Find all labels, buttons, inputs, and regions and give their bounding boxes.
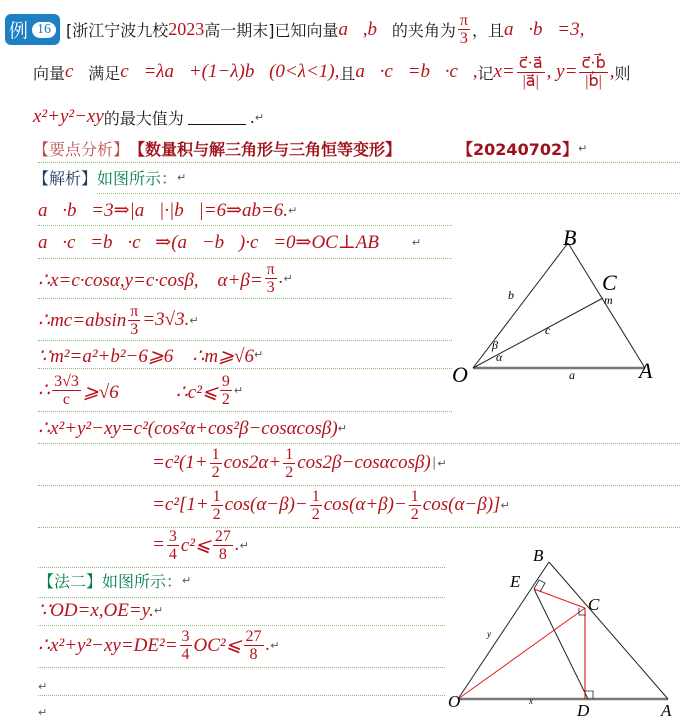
text-segment: 【数量积与解三角形与三角恒等变形】 bbox=[129, 139, 402, 159]
badge-number: 16 bbox=[32, 22, 56, 38]
paragraph-mark: │↵ bbox=[430, 456, 447, 470]
denominator: 2 bbox=[311, 505, 320, 523]
text-segment: 【20240702】 bbox=[401, 139, 579, 159]
paragraph-mark: ↵ bbox=[254, 110, 265, 124]
dotted-rule bbox=[38, 527, 680, 528]
label-side-m: m bbox=[604, 293, 613, 307]
text-segment: 则 bbox=[614, 63, 631, 83]
dotted-rule bbox=[38, 597, 445, 598]
text-segment: a⃗·b⃗=3⇒|a⃗|·|b⃗|=6⇒ab=6. bbox=[38, 199, 289, 221]
dotted-rule bbox=[38, 162, 680, 163]
label-alpha: α bbox=[496, 350, 503, 364]
paragraph-mark: ↵ bbox=[182, 573, 192, 587]
numerator: π bbox=[266, 260, 275, 278]
denominator: |b⃗| bbox=[585, 72, 602, 90]
label-y-2: y bbox=[487, 629, 491, 639]
label-c: C bbox=[602, 270, 617, 295]
denominator: 2 bbox=[410, 505, 419, 523]
paragraph-mark: ↵ bbox=[378, 236, 422, 249]
dotted-rule bbox=[38, 443, 680, 444]
dotted-rule bbox=[38, 258, 452, 259]
text-segment: 满足 bbox=[88, 63, 121, 83]
text-segment: ∴x²+y²−xy=c²(cos²α+cos²β−cosαcosβ) bbox=[38, 417, 338, 439]
text-segment: , y= bbox=[546, 61, 578, 82]
text-segment: cos(α−β)− bbox=[224, 494, 308, 515]
label-d-2: D bbox=[577, 701, 590, 719]
numerator: 1 bbox=[311, 487, 320, 505]
numerator: 3 bbox=[181, 627, 190, 645]
text-segment: 记 bbox=[477, 63, 494, 83]
numerator: 3√3 bbox=[54, 372, 79, 390]
text-segment: ∵OD=x,OE=y. bbox=[38, 599, 154, 621]
text-segment: 【法二】如图所示： bbox=[38, 571, 183, 591]
denominator: 4 bbox=[168, 545, 177, 563]
paragraph-mark: ↵ bbox=[233, 383, 244, 397]
paragraph-mark: ↵ bbox=[283, 271, 293, 285]
text-segment: 【解析】 bbox=[33, 168, 98, 188]
denominator: 2 bbox=[212, 505, 221, 523]
text-segment: =3√3. bbox=[142, 309, 190, 330]
label-b: B bbox=[563, 225, 577, 250]
denominator: 8 bbox=[218, 545, 227, 563]
label-a-2: A bbox=[661, 701, 672, 719]
denominator: 8 bbox=[249, 645, 258, 663]
text-segment: x²+y²−xy bbox=[33, 106, 104, 127]
dotted-rule bbox=[38, 368, 452, 369]
text-segment: ，且 bbox=[471, 21, 504, 40]
text-segment: cos2β−cosαcosβ) bbox=[297, 452, 431, 473]
denominator: 4 bbox=[181, 645, 190, 663]
label-side-a: a bbox=[569, 368, 575, 382]
badge-word: 例 bbox=[9, 20, 29, 42]
text-segment: ∴x=c·cosα,y=c·cosβ, α+β= bbox=[38, 269, 263, 291]
denominator: 2 bbox=[221, 390, 230, 408]
paragraph-mark: ↵ bbox=[253, 347, 264, 361]
text-segment: cos2α+ bbox=[223, 452, 282, 473]
text-segment: a⃗·c⃗=b⃗·c⃗⇒(a⃗−b⃗)·c⃗=0⇒OC⊥AB bbox=[38, 231, 379, 253]
text-segment: . bbox=[234, 534, 240, 555]
label-o: O bbox=[452, 362, 468, 387]
text-segment: c²⩽ bbox=[180, 534, 211, 556]
text-segment: 且 bbox=[339, 63, 356, 83]
denominator: c bbox=[62, 390, 71, 408]
text-segment: ∴ bbox=[38, 379, 51, 401]
label-c-2: C bbox=[588, 595, 600, 614]
label-b-2: B bbox=[533, 546, 544, 565]
denominator: 2 bbox=[285, 463, 294, 481]
text-segment: . bbox=[278, 267, 284, 288]
label-o-2: O bbox=[448, 692, 461, 711]
text-segment: 的最大值为 bbox=[103, 108, 184, 128]
denominator: 3 bbox=[266, 278, 275, 296]
numerator: c⃗·a⃗ bbox=[518, 54, 543, 72]
paragraph-mark: ↵ bbox=[189, 313, 199, 327]
text-segment: =c²[1+ bbox=[152, 494, 209, 515]
label-a: A bbox=[639, 358, 653, 383]
text-segment: =c²(1+ bbox=[152, 452, 208, 473]
text-segment: a⃗·c⃗=b⃗·c⃗, bbox=[355, 61, 478, 82]
dotted-rule bbox=[38, 625, 445, 626]
text-segment: = bbox=[152, 534, 165, 555]
label-beta: β bbox=[492, 338, 498, 352]
label-side-b: b bbox=[508, 288, 514, 302]
paragraph-mark: ↵ bbox=[270, 638, 280, 652]
text-segment: cos(α+β)− bbox=[323, 494, 407, 515]
text-segment: 高一期末] bbox=[204, 21, 275, 40]
text-segment: 如图所示： bbox=[97, 168, 178, 188]
numerator: 1 bbox=[212, 487, 221, 505]
paragraph-mark: ↵ bbox=[153, 603, 164, 617]
paragraph-mark: ↵ bbox=[500, 498, 510, 512]
side-ba-2 bbox=[549, 562, 668, 699]
text-segment: x= bbox=[493, 61, 515, 82]
dotted-rule bbox=[38, 298, 452, 299]
numerator: π bbox=[459, 12, 468, 29]
text-segment: ∴mc=absin bbox=[38, 309, 127, 331]
text-segment: , bbox=[609, 61, 615, 82]
text-segment: 的夹角为 bbox=[391, 21, 456, 40]
paragraph-mark: ↵ bbox=[578, 141, 588, 155]
text-segment: . bbox=[249, 107, 255, 127]
numerator: c⃗·b⃗ bbox=[581, 54, 606, 72]
text-segment: 2023 bbox=[168, 19, 205, 39]
denominator: |a⃗| bbox=[522, 72, 539, 90]
numerator: 27 bbox=[214, 527, 231, 545]
paragraph-mark: ↵ bbox=[38, 705, 48, 719]
denominator: 2 bbox=[211, 463, 220, 481]
text-segment: 已知向量 bbox=[274, 21, 339, 40]
dotted-rule bbox=[97, 193, 680, 194]
text-segment: 【要点分析】 bbox=[33, 139, 130, 159]
text-segment: . bbox=[265, 634, 271, 655]
text-segment: cos(α−β)] bbox=[422, 494, 501, 515]
dotted-rule bbox=[38, 567, 445, 568]
text-segment: ⩾√6 ∴c²⩽ bbox=[82, 381, 218, 403]
dotted-rule bbox=[38, 411, 452, 412]
side-ob-2 bbox=[458, 562, 549, 699]
denominator: 3 bbox=[130, 320, 139, 338]
paragraph-mark: ↵ bbox=[337, 421, 347, 435]
numerator: 9 bbox=[221, 372, 230, 390]
dotted-rule bbox=[38, 225, 452, 226]
text-segment: a⃗·b⃗=3, bbox=[503, 18, 585, 40]
dotted-rule bbox=[38, 667, 445, 668]
numerator: 1 bbox=[410, 487, 419, 505]
text-segment: [浙江宁波九校 bbox=[66, 21, 169, 40]
text-segment: c⃗ bbox=[65, 61, 89, 82]
numerator: 27 bbox=[245, 627, 262, 645]
text-segment: c⃗=λa⃗+(1−λ)b⃗(0<λ<1), bbox=[120, 61, 340, 82]
label-e-2: E bbox=[510, 572, 521, 591]
numerator: 1 bbox=[285, 445, 294, 463]
numerator: 1 bbox=[211, 445, 220, 463]
dotted-rule bbox=[38, 485, 680, 486]
paragraph-mark: ↵ bbox=[239, 538, 249, 552]
paragraph-mark: ↵ bbox=[288, 203, 298, 217]
paragraph-mark: ↵ bbox=[177, 170, 187, 184]
dotted-rule bbox=[38, 340, 452, 341]
label-side-c: c bbox=[545, 323, 551, 337]
denominator: 3 bbox=[459, 30, 468, 47]
paragraph-mark: ↵ bbox=[38, 679, 48, 693]
text-segment: a⃗,b⃗ bbox=[338, 18, 392, 40]
text-segment: ∴x²+y²−xy=DE²= bbox=[38, 634, 178, 656]
label-x-2: x bbox=[529, 696, 533, 706]
text-segment: ∵m²=a²+b²−6⩾6 ∴m⩾√6 bbox=[38, 345, 254, 367]
numerator: π bbox=[130, 302, 139, 320]
numerator: 3 bbox=[168, 527, 177, 545]
segment-ed bbox=[534, 589, 588, 699]
text-segment: OC²⩽ bbox=[193, 634, 242, 656]
dotted-rule bbox=[38, 695, 445, 696]
text-segment: 向量 bbox=[33, 63, 66, 83]
